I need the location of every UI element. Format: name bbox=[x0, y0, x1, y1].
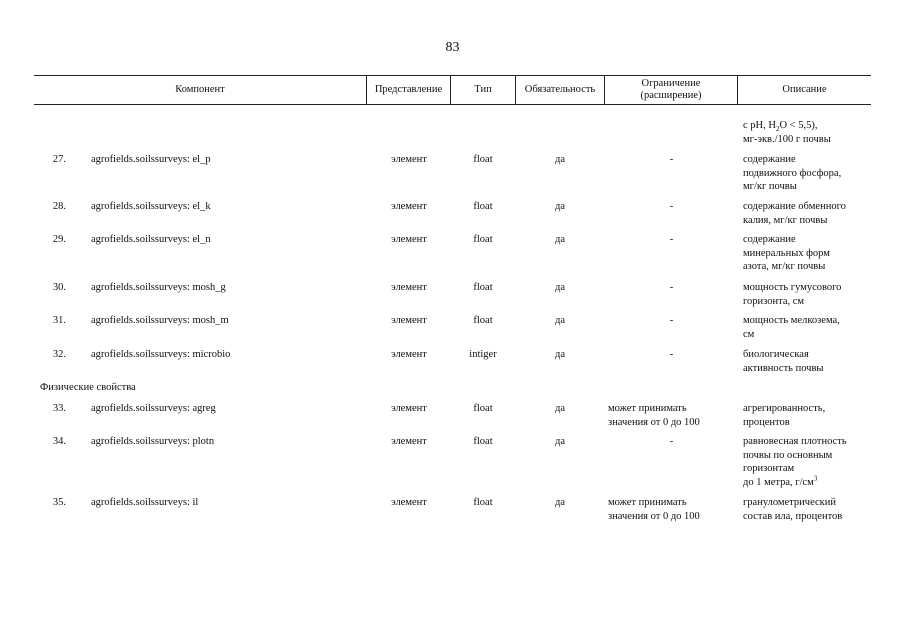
row-number: 28. bbox=[52, 201, 66, 212]
section-title: Физические свойства bbox=[40, 382, 136, 393]
row-representation: элемент bbox=[391, 436, 427, 447]
description-line: активность почвы bbox=[743, 362, 824, 374]
description-line: агрегированность, bbox=[743, 403, 826, 414]
limitation-line: может принимать bbox=[608, 403, 687, 414]
limitation-line: значения от 0 до 100 bbox=[608, 416, 700, 428]
row-limitation bbox=[608, 153, 735, 167]
description-line: горизонта, см bbox=[743, 295, 805, 307]
row-representation: элемент bbox=[391, 315, 427, 326]
row-type: float bbox=[473, 315, 493, 326]
row-type: float bbox=[473, 436, 493, 447]
header-component: Компонент bbox=[175, 84, 225, 95]
row-required: да bbox=[554, 315, 565, 326]
limitation-line: - bbox=[669, 154, 674, 165]
description-line: процентов bbox=[743, 416, 790, 428]
header-representation: Представление bbox=[374, 84, 443, 95]
row-type: intiger bbox=[469, 349, 497, 360]
row-component: agrofields.soilssurveys: mosh_g bbox=[91, 282, 226, 293]
row-required: да bbox=[554, 282, 565, 293]
description-line: мг/кг почвы bbox=[743, 181, 797, 192]
row-representation: элемент bbox=[391, 234, 427, 245]
continuation-line1: с pH, $H_2O < 5,5$), bbox=[743, 120, 818, 134]
description-line: мощность гумусового bbox=[743, 282, 842, 293]
row-limitation bbox=[608, 200, 735, 214]
table-header-rule bbox=[34, 104, 871, 105]
row-description bbox=[743, 348, 823, 375]
row-component: agrofields.soilssurveys: agreg bbox=[91, 403, 216, 414]
row-number: 34. bbox=[52, 436, 66, 447]
description-line: калия, мг/кг почвы bbox=[743, 214, 828, 226]
row-representation: элемент bbox=[391, 403, 427, 414]
row-representation: элемент bbox=[391, 349, 427, 360]
row-representation: элемент bbox=[391, 201, 427, 212]
description-line: азота, мг/кг почвы bbox=[743, 261, 826, 272]
row-component: agrofields.soilssurveys: el_k bbox=[91, 201, 211, 212]
row-type: float bbox=[473, 403, 493, 414]
limitation-line: может принимать bbox=[608, 497, 687, 508]
continuation-line2: мг-экв./100 г почвы bbox=[743, 133, 831, 145]
row-description bbox=[743, 402, 825, 429]
page-number: 83 bbox=[445, 40, 460, 55]
header-required: Обязательность bbox=[524, 84, 596, 95]
row-description bbox=[743, 314, 840, 341]
row-type: float bbox=[473, 234, 493, 245]
row-component: agrofields.soilssurveys: el_n bbox=[91, 234, 211, 245]
description-line: содержание обменного bbox=[743, 201, 846, 212]
header-limitation bbox=[605, 76, 737, 104]
row-limitation bbox=[608, 496, 735, 523]
row-limitation bbox=[608, 281, 735, 295]
description-line: содержание bbox=[743, 154, 796, 165]
row-limitation bbox=[608, 435, 735, 449]
row-type: float bbox=[473, 282, 493, 293]
row-limitation bbox=[608, 348, 735, 362]
header-type: Тип bbox=[474, 84, 492, 95]
description-line: минеральных форм bbox=[743, 247, 830, 259]
description-line: равновесная плотность bbox=[743, 436, 847, 447]
description-line: мощность мелкозема, bbox=[743, 315, 840, 326]
description-line: до 1 метра, $г/см^3$ bbox=[743, 474, 818, 488]
row-limitation bbox=[608, 314, 735, 328]
row-description bbox=[743, 200, 846, 227]
limitation-line: - bbox=[669, 315, 674, 326]
row-limitation bbox=[608, 402, 735, 429]
limitation-line: - bbox=[669, 436, 674, 447]
limitation-line: значения от 0 до 100 bbox=[608, 510, 700, 522]
row-number: 30. bbox=[52, 282, 66, 293]
row-number: 27. bbox=[52, 154, 66, 165]
row-description bbox=[743, 233, 830, 274]
limitation-line: - bbox=[669, 349, 674, 360]
description-line: гранулометрический bbox=[743, 497, 837, 508]
description-line: содержание bbox=[743, 234, 796, 245]
row-description bbox=[743, 153, 841, 194]
row-limitation bbox=[608, 233, 735, 247]
row-component: agrofields.soilssurveys: il bbox=[91, 497, 199, 508]
row-description bbox=[743, 435, 847, 489]
limitation-line: - bbox=[669, 201, 674, 212]
row-required: да bbox=[554, 403, 565, 414]
row-number: 35. bbox=[52, 497, 66, 508]
row-representation: элемент bbox=[391, 497, 427, 508]
header-limitation-line2: (расширение) bbox=[640, 90, 702, 101]
row-representation: элемент bbox=[391, 282, 427, 293]
description-line: подвижного фосфора, bbox=[743, 167, 842, 179]
continuation-description bbox=[743, 119, 831, 146]
row-representation: элемент bbox=[391, 154, 427, 165]
limitation-line: - bbox=[669, 282, 674, 293]
row-required: да bbox=[554, 436, 565, 447]
description-line: состав ила, процентов bbox=[743, 510, 843, 522]
row-number: 29. bbox=[52, 234, 66, 245]
row-description bbox=[743, 496, 842, 523]
row-number: 32. bbox=[52, 349, 66, 360]
row-component: agrofields.soilssurveys: el_p bbox=[91, 154, 211, 165]
row-number: 31. bbox=[52, 315, 66, 326]
limitation-line: - bbox=[669, 234, 674, 245]
description-line: см bbox=[743, 328, 755, 340]
row-required: да bbox=[554, 349, 565, 360]
row-component: agrofields.soilssurveys: plotn bbox=[91, 436, 215, 447]
description-line: почвы по основным bbox=[743, 449, 833, 461]
row-type: float bbox=[473, 154, 493, 165]
header-description: Описание bbox=[782, 84, 827, 95]
description-line: биологическая bbox=[743, 349, 809, 360]
row-type: float bbox=[473, 497, 493, 508]
header-limitation-line1: Ограничение bbox=[641, 78, 701, 89]
row-required: да bbox=[554, 234, 565, 245]
row-description bbox=[743, 281, 841, 308]
row-type: float bbox=[473, 201, 493, 212]
row-required: да bbox=[554, 201, 565, 212]
row-required: да bbox=[554, 154, 565, 165]
row-component: agrofields.soilssurveys: mosh_m bbox=[91, 315, 229, 326]
row-required: да bbox=[554, 497, 565, 508]
row-number: 33. bbox=[52, 403, 66, 414]
description-line: горизонтам bbox=[743, 463, 795, 474]
row-component: agrofields.soilssurveys: microbio bbox=[91, 349, 231, 360]
